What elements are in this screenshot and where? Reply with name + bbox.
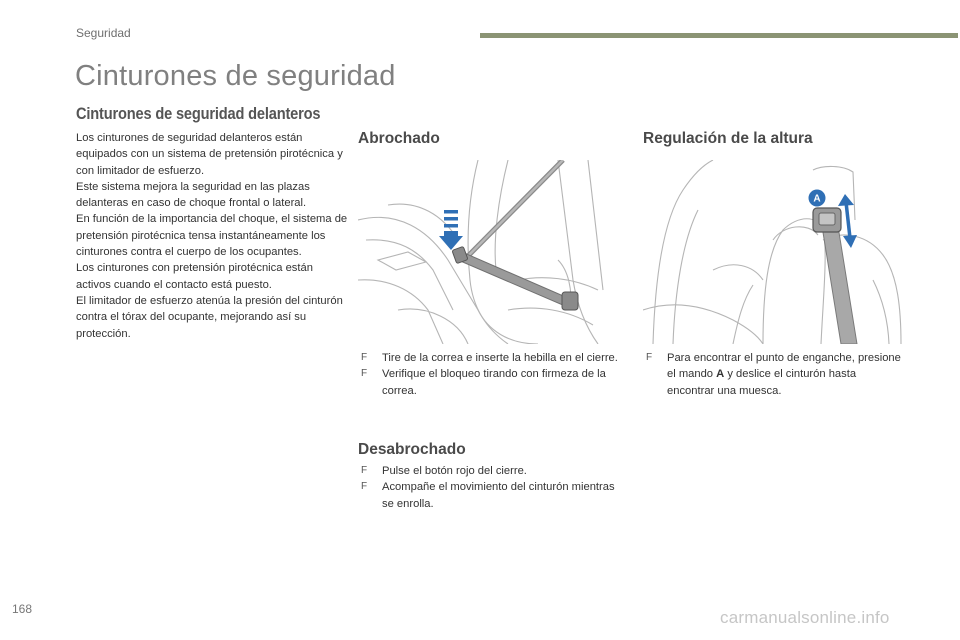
bullet-mark: F bbox=[361, 465, 368, 476]
watermark: carmanualsonline.info bbox=[720, 608, 890, 627]
section-subtitle: Cinturones de seguridad delanteros bbox=[76, 104, 321, 123]
height-adjust-heading: Regulación de la altura bbox=[643, 130, 813, 147]
bullet-mark: F bbox=[361, 352, 368, 363]
intro-paragraph: Este sistema mejora la seguridad en las plazas delanteras en caso de choque frontal o lateral. bbox=[76, 180, 310, 210]
fastening-heading: Abrochado bbox=[358, 130, 440, 147]
intro-paragraph: En función de la importancia del choque, el sistema de pretensión pirotécnica tensa instantáneamente los cinturones contra el cuerpo de los ocupantes. bbox=[76, 213, 348, 259]
intro-text bbox=[76, 130, 348, 342]
list-item: F Pulse el botón rojo del cierre. bbox=[358, 463, 620, 479]
seatbelt-buckle-illustration bbox=[358, 160, 616, 344]
section-accent-bar bbox=[480, 33, 958, 38]
bullet-mark: F bbox=[646, 352, 653, 363]
intro-paragraph: Los cinturones de seguridad delanteros están equipados con un sistema de pretensión pirotécnica y con limitador de esfuerzo. bbox=[76, 132, 343, 177]
unfastening-steps bbox=[358, 463, 620, 512]
page-title: Cinturones de seguridad bbox=[75, 60, 396, 92]
bullet-mark: F bbox=[361, 481, 368, 493]
section-label: Seguridad bbox=[76, 26, 131, 40]
callout-a-label: A bbox=[813, 193, 821, 205]
seatbelt-height-illustration bbox=[643, 160, 905, 344]
bullet-mark: F bbox=[361, 368, 368, 380]
list-item: F Acompañe el movimiento del cinturón mientras se enrolla. bbox=[361, 481, 615, 510]
intro-paragraph: Los cinturones con pretensión pirotécnica están activos cuando el contacto está puesto. bbox=[76, 262, 313, 291]
unfastening-heading: Desabrochado bbox=[358, 441, 466, 458]
page-number: 168 bbox=[12, 602, 33, 616]
list-item: F Tire de la correa e inserte la hebilla en el cierre. bbox=[358, 350, 620, 366]
fastening-steps bbox=[358, 350, 620, 399]
list-item: F Para encontrar el punto de enganche, presione el mando A y deslice el cinturón hasta encontrar una muesca. bbox=[646, 352, 901, 397]
height-adjust-steps bbox=[643, 350, 905, 399]
intro-paragraph: El limitador de esfuerzo atenúa la presión del cinturón contra el tórax del ocupante, mejorando así su protección. bbox=[76, 294, 343, 340]
list-item: F Verifique el bloqueo tirando con firmeza de la correa. bbox=[361, 368, 606, 397]
